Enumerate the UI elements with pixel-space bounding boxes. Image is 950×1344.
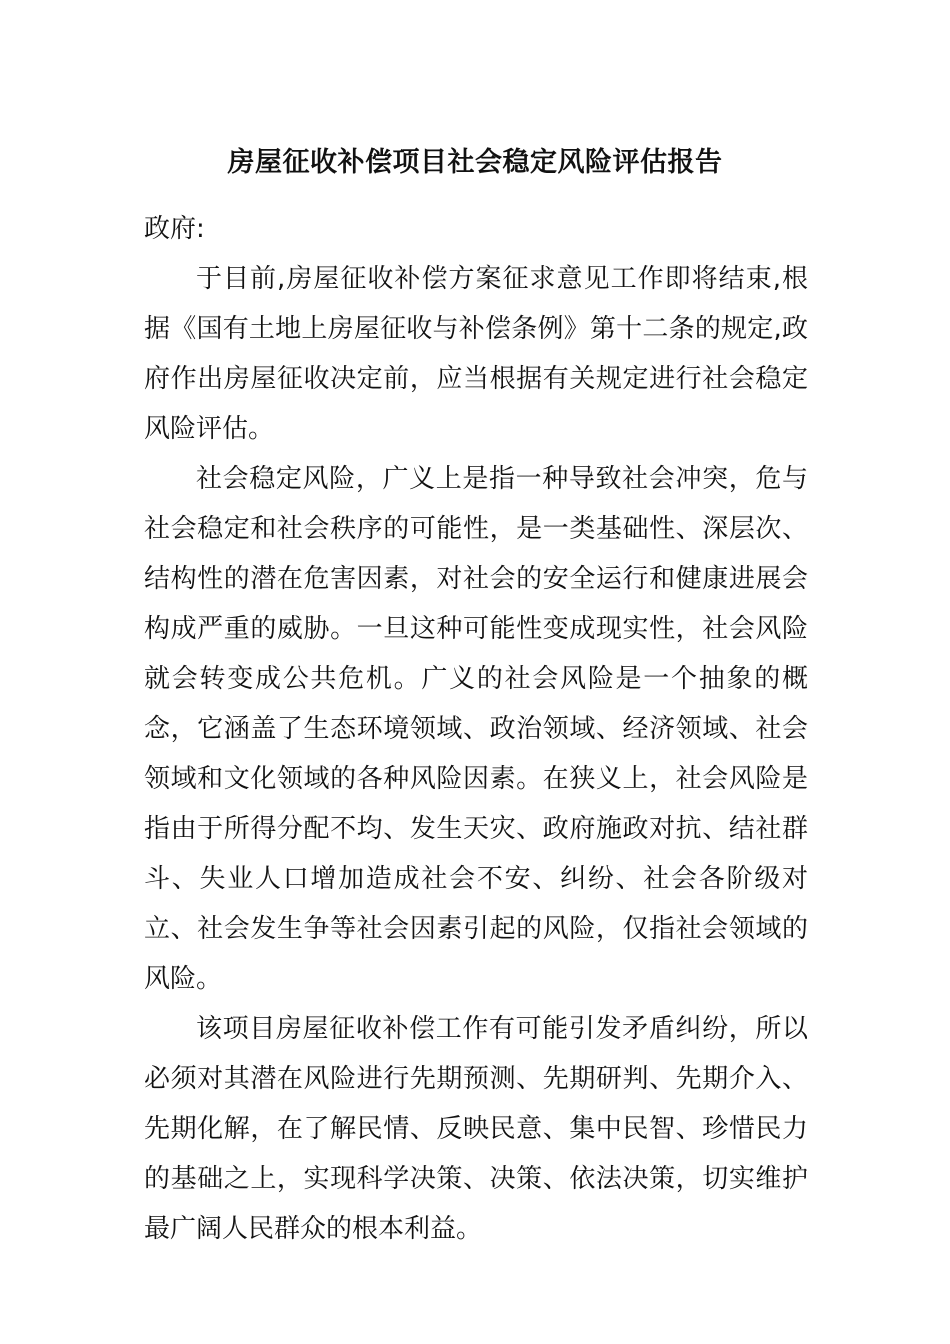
document-title: 房屋征收补偿项目社会稳定风险评估报告: [227, 147, 723, 178]
paragraph-2: 社会稳定风险，广义上是指一种导致社会冲突，危与社会稳定和社会秩序的可能性，是一类基础性、深层次、结构性的潜在危害因素，对社会的安全运行和健康进展会构成严重的威胁。一旦这种可能性变成现实性，社会风险就会转变成公共危机。广义的社会风险是一个抽象的概念，它涵盖了生态环境领域、政治领域、经济领域、社会领域和文化领域的各种风险因素。在狭义上，社会风险是指由于所得分配不均、发生天灾、政府施政对抗、结社群斗、失业人口增加造成社会不安、纠纷、社会各阶级对立、社会发生争等社会因素引起的风险，仅指社会领域的风险。: [144, 464, 808, 994]
document-body: [144, 204, 808, 1254]
salutation: 政府:: [144, 214, 205, 244]
paragraph-1: 于目前,房屋征收补偿方案征求意见工作即将结束,根据《国有土地上房屋征收与补偿条例》第十二条的规定,政府作出房屋征收决定前，应当根据有关规定进行社会稳定风险评估。: [144, 264, 808, 444]
paragraph-3: 该项目房屋征收补偿工作有可能引发矛盾纠纷，所以必须对其潜在风险进行先期预测、先期研判、先期介入、先期化解，在了解民情、反映民意、集中民智、珍惜民力的基础之上，实现科学决策、决策、依法决策，切实维护最广阔人民群众的根本利益。: [144, 1014, 808, 1244]
